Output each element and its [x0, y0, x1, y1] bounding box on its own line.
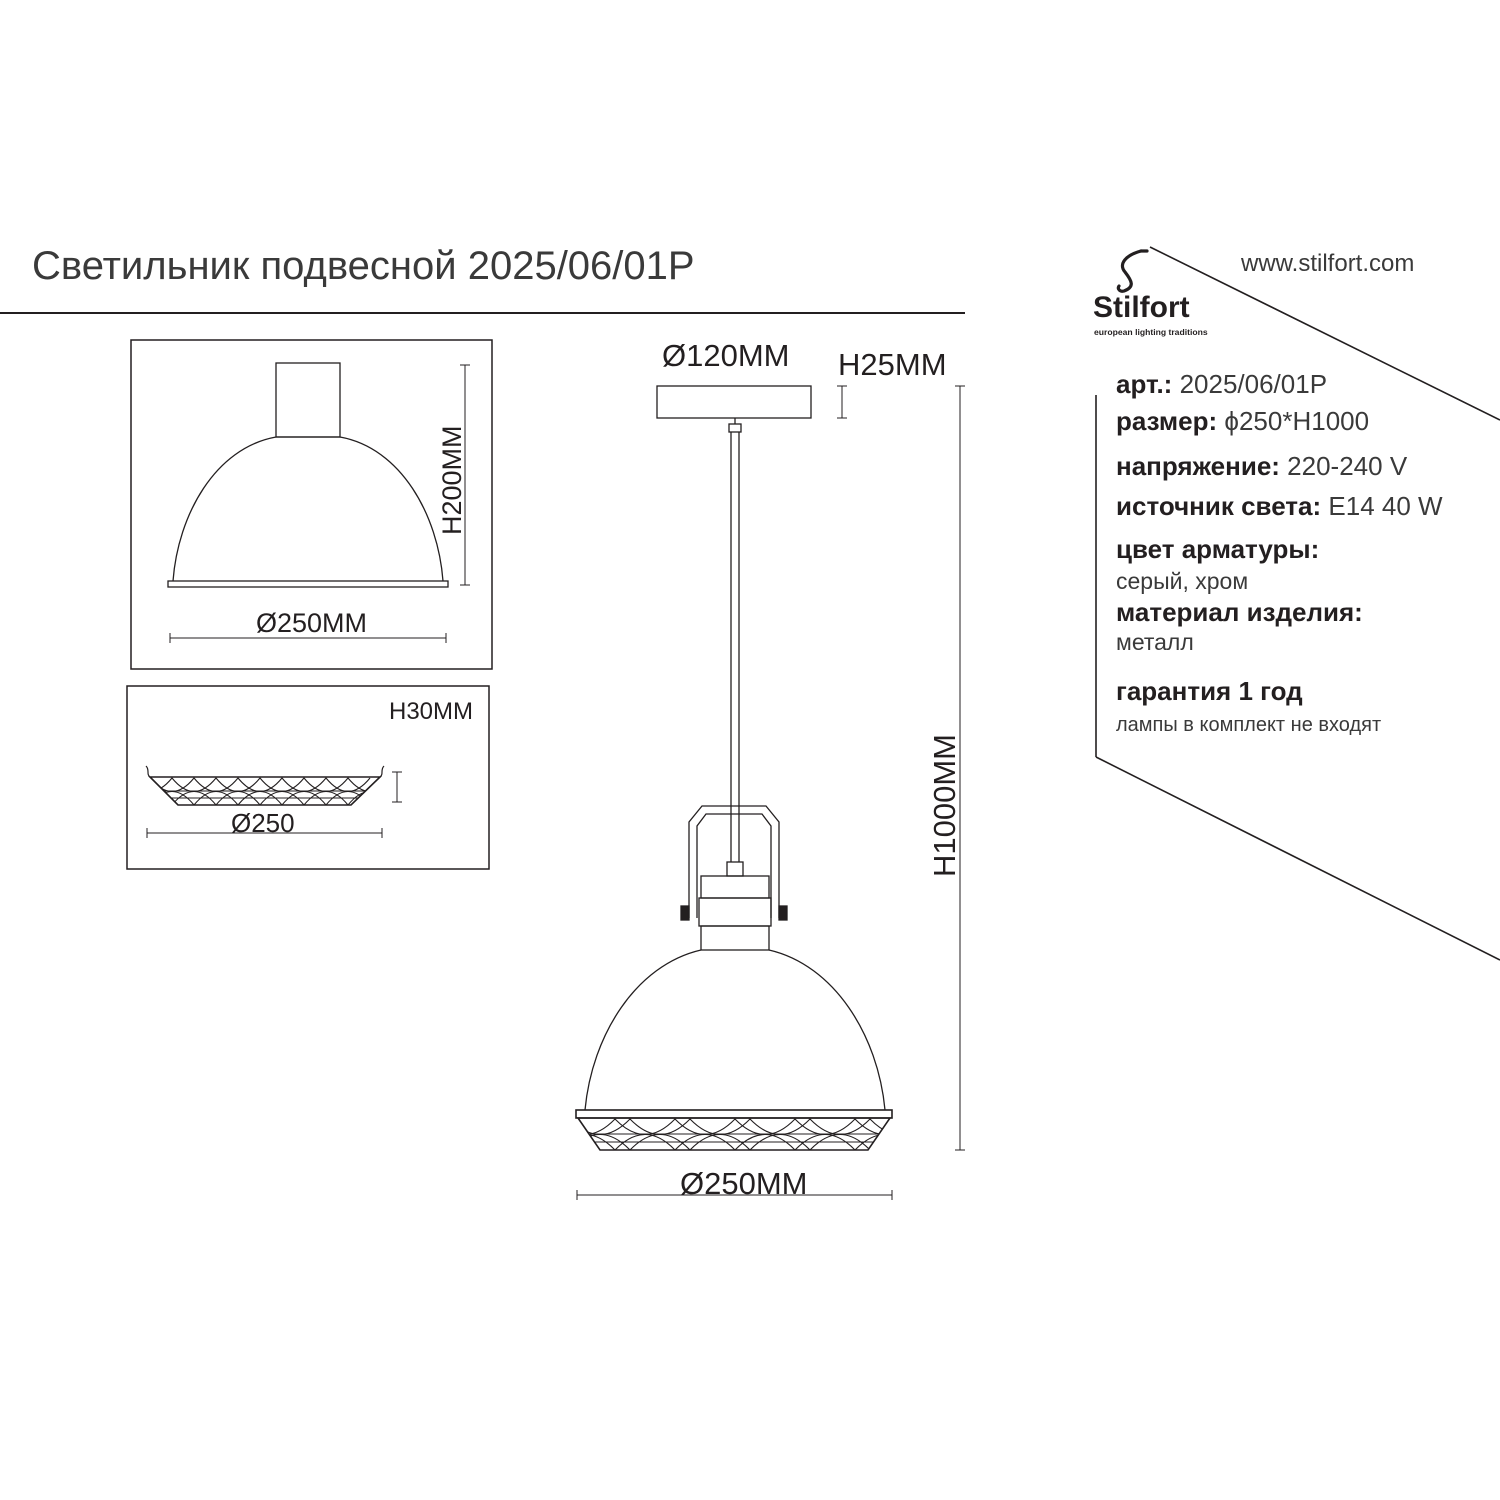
spec-warranty [1116, 676, 1303, 707]
shade-dimension-lines [170, 365, 470, 643]
spec-warranty-label: гарантия 1 год [1116, 676, 1303, 706]
dim-canopy-height: H25MM [838, 347, 947, 382]
pendant-dimension-lines [577, 386, 965, 1200]
dim-grill-height: H30MM [389, 698, 474, 725]
spec-voltage-value: 220-240 V [1287, 451, 1408, 481]
spec-voltage-label: напряжение: [1116, 451, 1280, 481]
spec-article-value: 2025/06/01P [1179, 369, 1328, 399]
dim-shade-height: H200MM [437, 425, 467, 535]
spec-article-label: арт.: [1116, 369, 1173, 399]
spec-size [1116, 406, 1369, 437]
spec-fitting-color-value: серый, хром [1116, 568, 1249, 594]
spec-size-label: размер: [1116, 406, 1218, 436]
dim-lamp-diameter: Ø250MM [680, 1166, 808, 1201]
brand-tagline: european lighting traditions [1094, 327, 1208, 337]
pendant-lamp-drawing [576, 386, 892, 1150]
panel-bottom-edge [1096, 757, 1500, 960]
spec-light-source-value: E14 40 W [1328, 491, 1443, 521]
website-link[interactable]: www.stilfort.com [1241, 250, 1415, 277]
spec-fitting-color-label: цвет арматуры: [1116, 534, 1320, 564]
stilfort-s-logo-icon [1118, 251, 1141, 291]
spec-material-label: материал изделия: [1116, 597, 1363, 627]
lamp-grill-pattern [555, 1119, 930, 1150]
page-title: Светильник подвесной 2025/06/01P [32, 244, 695, 288]
dim-grill-diameter: Ø250 [231, 808, 295, 838]
spec-article [1116, 369, 1327, 400]
spec-material [1116, 597, 1363, 628]
dim-shade-diameter: Ø250MM [256, 608, 368, 638]
spec-fitting-color [1116, 534, 1319, 565]
shade-drawing [168, 363, 448, 587]
spec-note: лампы в комплект не входят [1116, 714, 1382, 736]
grill-drawing [128, 766, 392, 805]
spec-light-source-label: источник света: [1116, 491, 1322, 521]
dim-canopy-diameter: Ø120MM [662, 338, 790, 373]
dim-total-height: H1000MM [927, 734, 962, 877]
spec-light-source [1116, 491, 1443, 522]
spec-size-value: ϕ250*H1000 [1224, 406, 1370, 436]
spec-voltage [1116, 451, 1407, 482]
brand-name: Stilfort [1093, 291, 1190, 324]
canopy [657, 386, 811, 418]
spec-material-value: металл [1116, 629, 1194, 655]
